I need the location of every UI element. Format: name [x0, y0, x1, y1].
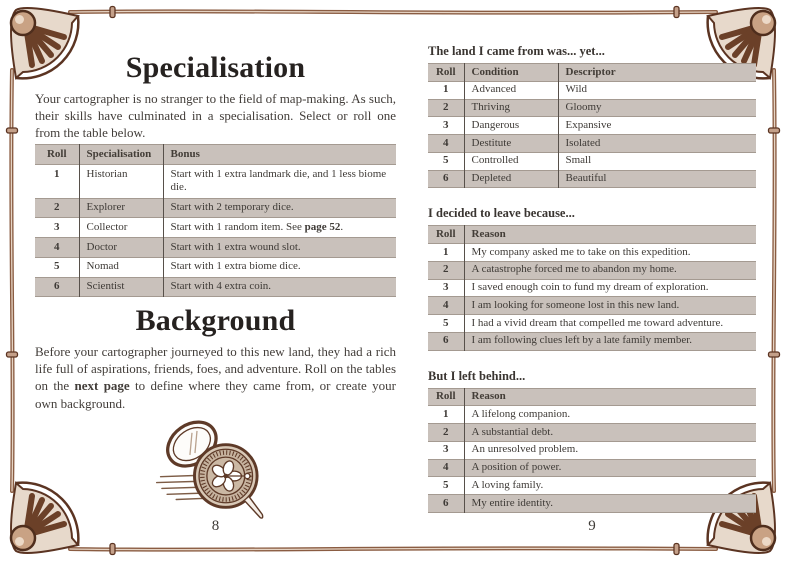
- table-row: [428, 477, 756, 495]
- table-cell: Doctor: [79, 238, 163, 258]
- table-cell: 1: [443, 245, 449, 258]
- table-cell: Historian: [79, 165, 163, 199]
- column-header: Condition: [464, 64, 558, 82]
- table-cell: Thriving: [464, 99, 558, 117]
- table-cell: Destitute: [464, 135, 558, 153]
- table-cell: Controlled: [464, 152, 558, 170]
- table-header-row: [428, 388, 756, 406]
- table-row: [428, 244, 756, 262]
- table-cell: Isolated: [558, 135, 756, 153]
- table-row: [428, 99, 756, 117]
- table-cell: A lifelong companion.: [464, 406, 756, 424]
- compass-illustration: [35, 414, 396, 530]
- table-cell: 2: [443, 101, 449, 113]
- table-cell: I saved enough coin to fund my dream of exploration.: [464, 279, 756, 297]
- section-title-background: Background: [135, 304, 296, 338]
- section-title-specialisation: Specialisation: [125, 51, 306, 84]
- table-row: [35, 277, 396, 297]
- table-row: [35, 198, 396, 218]
- background-intro: Before your cartographer journeyed to this new land, they had a rich life full of aspirations, friends, foes, and adventure. Roll on the tables on the next page to define where they came from, or create your own background.: [35, 343, 396, 411]
- column-header: Descriptor: [558, 64, 756, 82]
- table-cell: Depleted: [464, 170, 558, 188]
- table-row: [428, 152, 756, 170]
- table-row: [428, 406, 756, 424]
- table-cell: A substantial debt.: [464, 424, 756, 442]
- table-cell: 4: [443, 461, 449, 473]
- table-cell: Dangerous: [464, 117, 558, 135]
- table-cell: 4: [443, 136, 449, 149]
- table-cell: 5: [443, 316, 449, 329]
- page-number-left: 8: [211, 518, 220, 534]
- table-cell: My company asked me to take on this expedition.: [464, 244, 756, 262]
- table-row: [35, 257, 396, 277]
- table-row: [428, 459, 756, 477]
- land-condition-table: [428, 63, 756, 188]
- compass-body: [194, 445, 257, 508]
- column-header: Roll: [435, 65, 456, 78]
- table-cell: 5: [443, 154, 449, 167]
- table-cell: 3: [443, 443, 449, 456]
- table-row: [428, 170, 756, 188]
- table-cell: 2: [443, 425, 449, 438]
- table-row: [428, 332, 756, 350]
- table-cell: An unresolved problem.: [464, 441, 756, 459]
- table-cell: A loving family.: [464, 477, 756, 495]
- page-right: [428, 44, 756, 513]
- table-row: [428, 297, 756, 315]
- table-cell: Start with 1 extra biome dice.: [163, 257, 396, 277]
- table-cell: Start with 1 random item. See page 52.: [163, 218, 396, 238]
- table-cell: 5: [443, 478, 449, 491]
- column-header: Roll: [46, 147, 67, 160]
- table-block-left-behind: [428, 369, 756, 513]
- page-number-right: 9: [588, 518, 596, 534]
- table-cell: Small: [558, 152, 756, 170]
- table-cell: 6: [443, 172, 449, 184]
- table-row: [428, 135, 756, 153]
- table-header-row: [428, 64, 756, 82]
- table-cell: 5: [54, 260, 60, 273]
- table-cell: 1: [443, 407, 449, 420]
- left-behind-table: [428, 388, 756, 513]
- table-cell: My entire identity.: [464, 495, 756, 513]
- table-cell: Advanced: [464, 81, 558, 99]
- table-header-row: [428, 226, 756, 244]
- table-cell: 3: [443, 118, 449, 131]
- specialisation-table: [35, 144, 396, 297]
- table-cell: I am looking for someone lost in this new land.: [464, 297, 756, 315]
- table-row: [428, 261, 756, 279]
- column-header: Specialisation: [79, 145, 163, 165]
- column-header: Bonus: [163, 145, 396, 165]
- table-cell: Scientist: [79, 277, 163, 297]
- table-row: [428, 279, 756, 297]
- table-cell: I am following clues left by a late family member.: [464, 332, 756, 350]
- table-header-row: [35, 145, 396, 165]
- page-left: [35, 44, 396, 530]
- table-cell: 4: [54, 240, 60, 253]
- table-cell: 3: [443, 281, 449, 293]
- specialisation-intro: Your cartographer is no stranger to the field of map-making. As such, their skills have culminated in a specialisation. Select or roll one from the table below.: [35, 90, 396, 141]
- table-heading-left-behind: But I left behind...: [428, 368, 526, 383]
- table-heading-land: The land I came from was... yet...: [428, 44, 605, 58]
- table-row: [35, 238, 396, 258]
- table-heading-leave: I decided to leave because...: [428, 206, 575, 221]
- table-cell: Collector: [79, 218, 163, 238]
- table-block-leave: [428, 206, 756, 350]
- table-cell: Wild: [558, 81, 756, 99]
- table-cell: 3: [54, 220, 60, 233]
- column-header: Roll: [435, 390, 456, 402]
- leave-reason-table: [428, 225, 756, 350]
- table-row: [428, 441, 756, 459]
- table-cell: A catastrophe forced me to abandon my home.: [464, 261, 756, 279]
- table-cell: Start with 4 extra coin.: [163, 277, 396, 297]
- table-cell: 2: [443, 263, 449, 276]
- table-cell: 4: [443, 298, 449, 311]
- column-header: Reason: [464, 226, 756, 244]
- table-row: [35, 165, 396, 199]
- table-cell: 2: [54, 201, 60, 214]
- table-cell: Explorer: [79, 198, 163, 218]
- table-cell: Beautiful: [558, 170, 756, 188]
- table-row: [428, 81, 756, 99]
- table-cell: 6: [443, 334, 449, 347]
- table-row: [428, 315, 756, 333]
- compass-stem: [244, 497, 262, 518]
- table-cell: Start with 1 extra landmark die, and 1 less biome die.: [163, 165, 396, 199]
- table-block-land: [428, 44, 756, 188]
- table-cell: A position of power.: [464, 459, 756, 477]
- table-cell: 1: [54, 167, 60, 180]
- column-header: Roll: [435, 227, 456, 240]
- table-cell: 6: [443, 496, 449, 509]
- table-row: [428, 424, 756, 442]
- table-cell: 1: [443, 83, 449, 96]
- table-row: [35, 218, 396, 238]
- table-cell: Nomad: [79, 257, 163, 277]
- table-cell: Gloomy: [558, 99, 756, 117]
- column-header: Reason: [464, 388, 756, 406]
- table-row: [428, 495, 756, 513]
- table-cell: I had a vivid dream that compelled me toward adventure.: [464, 315, 756, 333]
- table-cell: Start with 2 temporary dice.: [163, 198, 396, 218]
- table-cell: Expansive: [558, 117, 756, 135]
- table-cell: 6: [54, 280, 60, 293]
- table-cell: Start with 1 extra wound slot.: [163, 238, 396, 258]
- table-row: [428, 117, 756, 135]
